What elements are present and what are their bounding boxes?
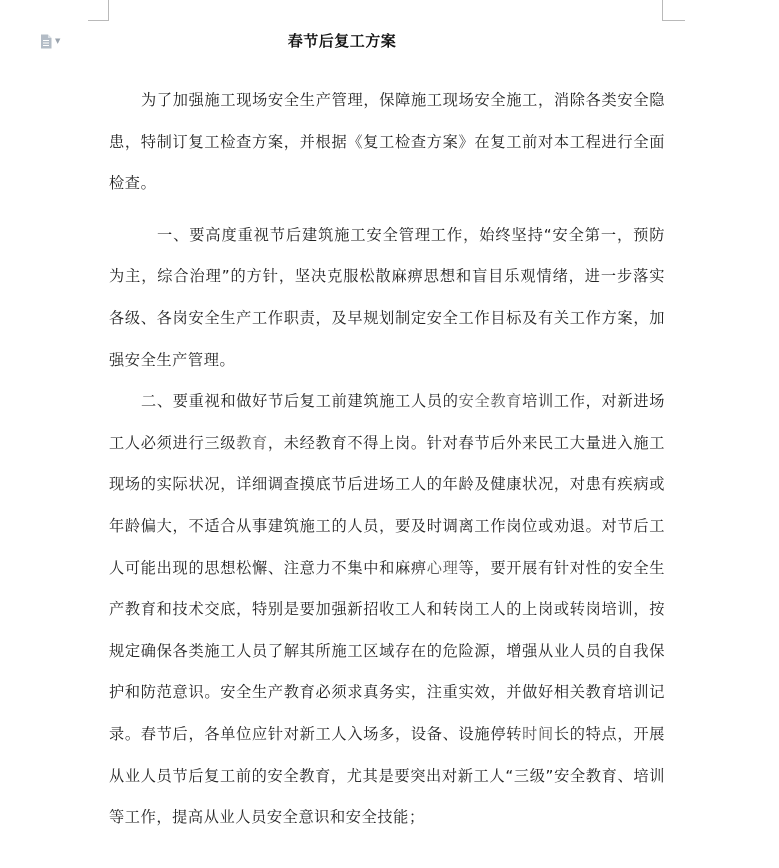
keyword-link[interactable]: 心理 bbox=[426, 558, 459, 577]
crop-mark-top-right bbox=[662, 0, 685, 21]
paragraph-text: 为了加强施工现场安全生产管理，保障施工现场安全施工，消除各类安全隐患，特制订复工检查方案，并根据《复工检查方案》在复工前对本工程进行全面检查。 bbox=[109, 91, 665, 193]
keyword-link[interactable]: 教育 bbox=[236, 433, 268, 452]
caret-down-icon: ▼ bbox=[55, 36, 61, 45]
crop-mark-top-left bbox=[88, 0, 109, 21]
paragraph-section-two bbox=[109, 381, 665, 839]
paragraph-text: 一、要高度重视节后建筑施工安全管理工作，始终坚持“安全第一，预防为主，综合治理”的方针，坚决克服松散麻痹思想和盲目乐观情绪，进一步落实各级、各岗安全生产工作职责，及早规划制定安全工作目标及有关工作方案，加强安全生产管理。 bbox=[109, 225, 665, 369]
paragraph-text: 等，要开展有针对性的安全生产教育和技术交底，特别是要加强新招收工人和转岗工人的上岗或转岗培训，按规定确保各类施工人员了解其所施工区域存在的危险源，增强从业人员的自我保护和防范意识。安全生产教育必须求真务实，注重实效，并做好相关教育培训记录。春节后，各单位应针对新工人入场多，设备、设施停转 bbox=[109, 558, 665, 743]
document-title: 春节后复工方案 bbox=[287, 32, 397, 50]
paragraph-text: 长的特点，开展从业人员节后复工前的安全教育，尤其是要突出对新工人“三级”安全教育、培训等工作，提高从业人员安全意识和安全技能； bbox=[109, 724, 665, 827]
keyword-link[interactable]: 时间 bbox=[522, 724, 554, 743]
paragraph-text: 二、要重视和做好节后复工前建筑施工人员的 bbox=[141, 392, 459, 411]
document-body bbox=[109, 80, 665, 839]
paragraph-section-one bbox=[109, 215, 665, 381]
keyword-link[interactable]: 安全教育 bbox=[458, 392, 523, 411]
paragraph-intro bbox=[109, 80, 665, 205]
paragraph-text: ，未经教育不得上岗。针对春节后外来民工大量进入施工现场的实际状况，详细调查摸底节后进场工人的年龄及健康状况，对患有疾病或年龄偏大，不适合从事建筑施工的人员，要及时调离工作岗位或劝退。对节后工人可能出现的思想松懈、注意力不集中和麻痹 bbox=[109, 433, 665, 577]
paragraph-text: 培训工作，对新进场工人必须进行三级 bbox=[109, 392, 665, 452]
